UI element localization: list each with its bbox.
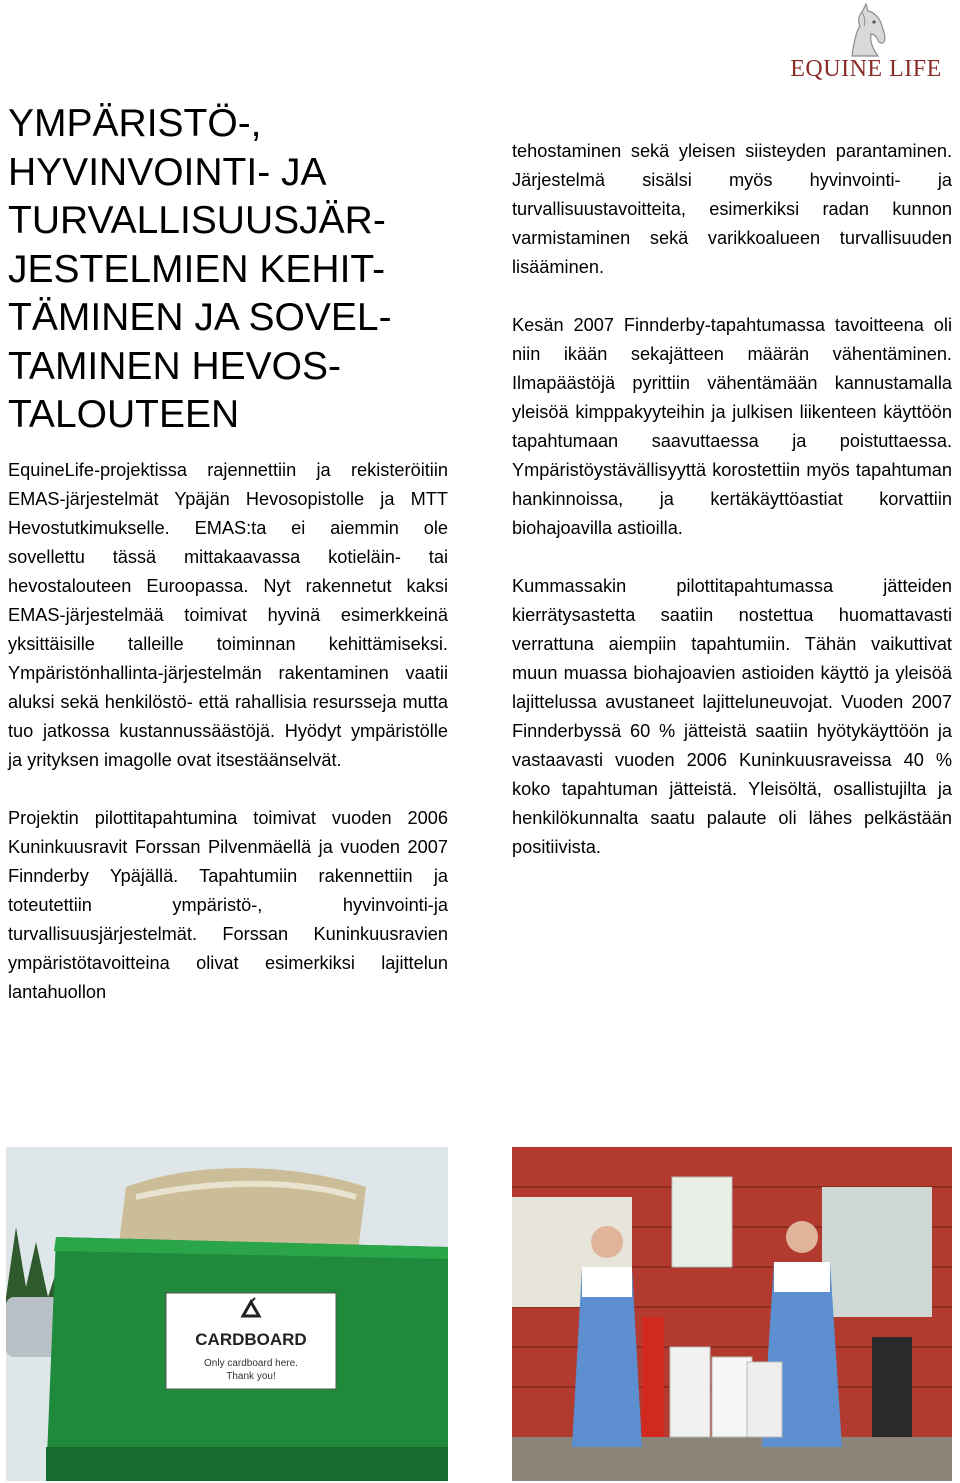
- paragraph: Kesän 2007 Finnderby-tapahtumassa tavoitteena oli niin ikään sekajätteen määrän vähentäminen. Ilmapäästöjä pyrittiin vähentämään kannustamalla yleisöä kimppakyyteihin ja julkisen liikenteen käyttöön tapahtumaan saavuttaessa ja poistuttaessa. Ympäristöystävällisyyttä korostettiin myös tapahtuman hankinnoissa, ja kertäkäyttöastiat korvattiin biohajoavilla astioilla.: [512, 315, 952, 538]
- photo-cardboard-container: [6, 1147, 448, 1481]
- paragraph: Projektin pilottitapahtumina toimivat vuoden 2006 Kuninkuusravit Forssan Pilvenmäellä ja vuoden 2007 Finnderby Ypäjällä. Tapahtumiin rakennettiin ja toteutettiin ympäristö-, hyvinvointi-ja turvallisuusjärjestelmät. Forssan Kuninkuusravien ympäristötavoitteina olivat esimerkiksi lajittelun lantahuollon: [8, 808, 448, 1002]
- title-line: JESTELMIEN KEHIT-: [8, 247, 386, 291]
- page-title: [8, 100, 468, 440]
- equinelife-logo: [780, 2, 952, 84]
- title-line: YMPÄRISTÖ-,: [8, 102, 262, 145]
- sign-title: CARDBOARD: [195, 1330, 307, 1349]
- title-line: HYVINVOINTI- JA: [8, 150, 327, 194]
- left-column: [8, 456, 448, 1007]
- sign-subtitle: Only cardboard here.: [204, 1358, 298, 1369]
- logo-text: EQUINE LIFE: [790, 56, 942, 82]
- title-line: TALOUTEEN: [8, 393, 240, 436]
- right-column: [512, 137, 952, 862]
- title-line: TURVALLISUUSJÄR-: [8, 199, 386, 242]
- photo-recycling-station: [512, 1147, 952, 1481]
- sign-subtitle: Thank you!: [226, 1371, 276, 1382]
- title-line: TAMINEN HEVOS-: [8, 344, 341, 388]
- horse-head-icon: [838, 2, 894, 58]
- paragraph: Kummassakin pilottitapahtumassa jätteiden kierrätysastetta saatiin nostettua huomattavasti verrattuna aiempiin tapahtumiin. Tähän vaikuttivat muun muassa biohajoavien astioiden käyttö ja yleisöä lajittelussa avustaneet lajitteluneuvojat. Vuoden 2007 Finnderbyssä 60 % jätteistä saatiin hyötykäyttöön ja vastaavasti vuoden 2006 Kuninkuusraveissa 40 % koko tapahtuman jätteistä. Yleisöltä, osallistujilta ja henkilökunnalta saatu palaute oli lähes pelkästään positiivista.: [512, 576, 952, 857]
- paragraph: tehostaminen sekä yleisen siisteyden parantaminen. Järjestelmä sisälsi myös hyvinvointi- ja turvallisuustavoitteita, esimerkiksi radan kunnon varmistaminen sekä varikkoalueen turvallisuuden lisääminen.: [512, 141, 952, 277]
- paragraph: EquineLife-projektissa rajennettiin ja rekisteröitiin EMAS-järjestelmät Ypäjän Hevosopistolle ja MTT Hevostutkimukselle. EMAS:ta ei aiemmin ole sovellettu tässä mittakaavassa kotieläin- tai hevostalouteen Euroopassa. Nyt rakennetut kaksi EMAS-järjestelmää toimivat hyvinä esimerkkeinä yksittäisille talleille toiminnan kehittämiseksi. Ympäristönhallinta-järjestelmän rakentaminen vaatii aluksi sekä henkilöstö- että rahallisia resursseja mutta tuo jatkossa kustannussäästöjä. Hyödyt ympäristölle ja yrityksen imagolle ovat itsestäänselvät.: [8, 460, 448, 770]
- title-line: TÄMINEN JA SOVEL-: [8, 296, 392, 339]
